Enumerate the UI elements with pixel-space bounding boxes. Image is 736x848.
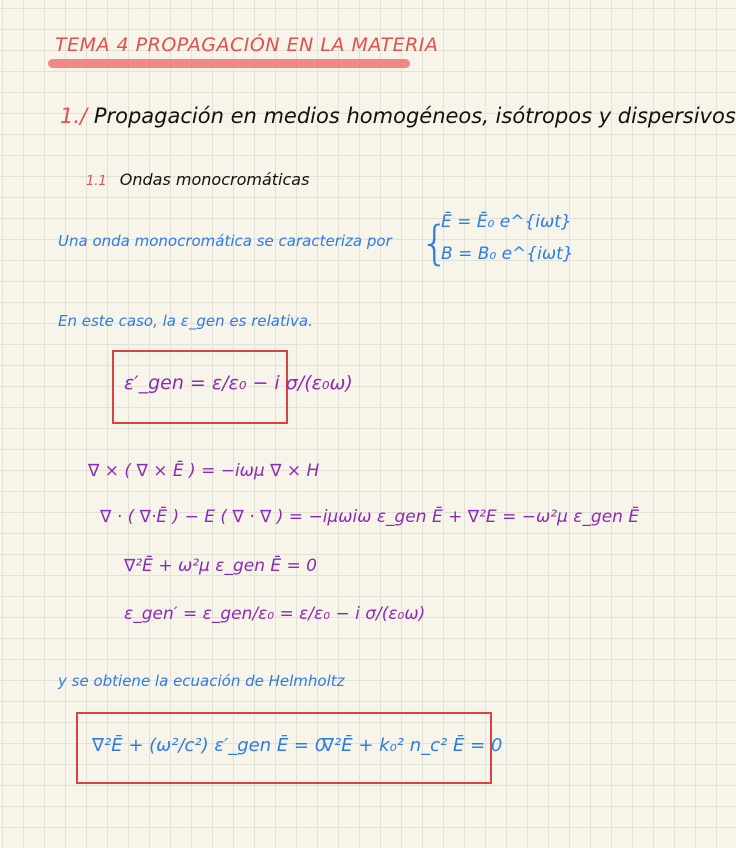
section-number: 1./ bbox=[60, 104, 88, 128]
helmholtz-equation-b: ∇²Ē + k₀² n_c² Ē = 0 bbox=[322, 735, 503, 756]
helmholtz-intro-text: y se obtiene la ecuación de Helmholtz bbox=[58, 672, 345, 690]
derivation-line-3: ∇²Ē + ω²μ ε_gen Ē = 0 bbox=[124, 556, 317, 576]
magnetic-field-equation: B = B₀ e^{iωt} bbox=[441, 244, 574, 264]
subsection-number: 1.1 bbox=[86, 174, 107, 189]
title-highlight bbox=[48, 59, 410, 68]
section-title: Propagación en medios homogéneos, isótropos y dispersivos bbox=[93, 104, 736, 128]
subsection-title: Ondas monocromáticas bbox=[119, 170, 310, 189]
brace-symbol: { bbox=[420, 216, 450, 270]
case-text: En este caso, la ε_gen es relativa. bbox=[58, 312, 313, 330]
intro-text: Una onda monocromática se caracteriza por bbox=[58, 232, 392, 250]
page-title: TEMA 4 PROPAGACIÓN EN LA MATERIA bbox=[55, 34, 439, 56]
subsection-heading bbox=[86, 170, 309, 189]
derivation-line-4: ε_gen′ = ε_gen/ε₀ = ε/ε₀ − i σ/(ε₀ω) bbox=[124, 604, 426, 624]
relative-permittivity-equation: ε′_gen = ε/ε₀ − i σ/(ε₀ω) bbox=[124, 372, 353, 394]
derivation-line-1: ∇ × ( ∇ × Ē ) = −iωμ ∇ × H bbox=[88, 461, 320, 481]
helmholtz-equation-a: ∇²Ē + (ω²/c²) ε′_gen Ē = 0 bbox=[92, 735, 327, 756]
electric-field-equation: Ē = Ē₀ e^{iωt} bbox=[441, 212, 572, 232]
section-heading-1 bbox=[60, 104, 736, 128]
derivation-line-2: ∇ · ( ∇·Ē ) − E ( ∇ · ∇ ) = −iμωiω ε_gen Ē + ∇²E = −ω²μ ε_gen Ē bbox=[100, 507, 640, 527]
